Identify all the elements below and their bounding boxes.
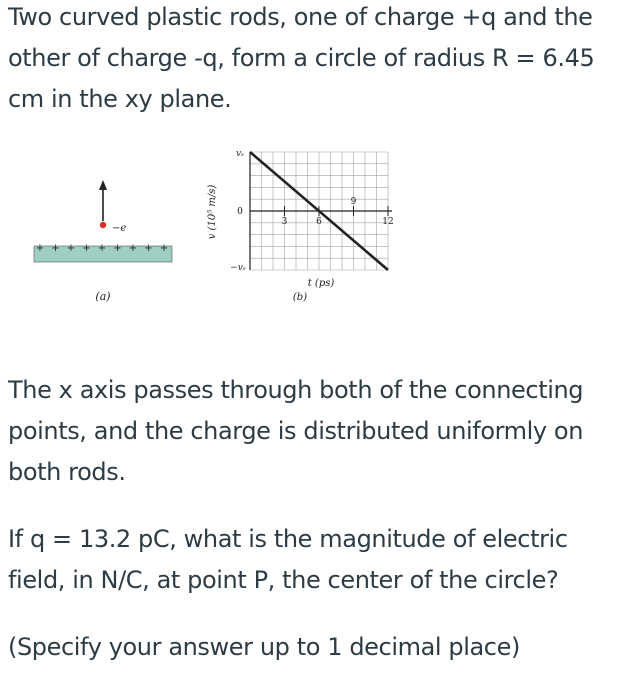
caption-b: (b) — [292, 292, 308, 303]
question-precision: (Specify your answer up to 1 decimal place) — [8, 633, 520, 661]
plate-sign: + — [51, 243, 60, 254]
question-intro: Two curved plastic rods, one of charge +q and the other of charge -q, form a circle of radius R = 6.45 cm in the xy plane. — [8, 3, 595, 113]
panel-a — [34, 180, 172, 303]
figure — [0, 130, 630, 335]
y-top-label: vₛ — [235, 149, 245, 159]
question-prompt: If q = 13.2 pC, what is the magnitude of electric field, in N/C, at point P, the center of the circle? — [8, 525, 568, 594]
x-axis-label: t (ps) — [307, 278, 335, 289]
electron-dot — [100, 222, 106, 228]
y-axis-label: v (10⁵ m/s) — [207, 184, 218, 240]
plate-sign: + — [97, 243, 107, 254]
plate-sign: + — [144, 243, 153, 254]
x-tick-label: 6 — [316, 217, 322, 227]
plate-sign: + — [82, 243, 91, 254]
plate-signs — [36, 243, 168, 254]
plate-sign: + — [128, 243, 138, 254]
panel-b — [207, 149, 394, 303]
plate-sign: + — [66, 243, 76, 254]
electron-label: −e — [112, 223, 127, 234]
x-tick-label: 9 — [350, 197, 357, 207]
y-bottom-label: −vₛ — [230, 263, 246, 273]
plate-sign: + — [113, 243, 122, 254]
plate-sign: + — [35, 243, 45, 254]
force-arrowhead — [99, 180, 107, 190]
plate-sign: + — [159, 243, 169, 254]
x-tick-label: 3 — [281, 217, 288, 227]
question-axis-info: The x axis passes through both of the connecting points, and the charge is distributed uniformly on both rods. — [8, 376, 584, 486]
y-zero-label: 0 — [237, 207, 243, 217]
x-tick-label: 12 — [382, 217, 394, 227]
caption-a: (a) — [95, 290, 111, 303]
